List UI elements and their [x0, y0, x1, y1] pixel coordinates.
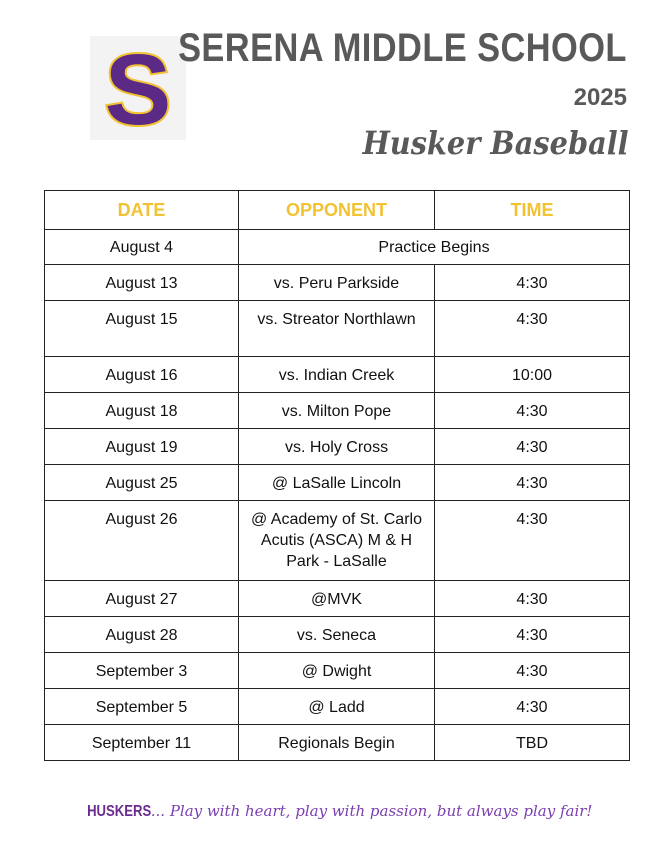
footer-motto: ... Play with heart, play with passion, but always play fair! — [150, 802, 593, 820]
school-logo — [90, 36, 186, 140]
cell-date: September 3 — [45, 653, 239, 689]
cell-time: 4:30 — [435, 301, 630, 357]
schedule-table — [44, 190, 630, 761]
team-name: Husker Baseball — [362, 124, 629, 162]
logo-letter: S — [104, 36, 172, 140]
practice-date: August 4 — [45, 230, 239, 265]
cell-opponent: @ Academy of St. Carlo Acutis (ASCA) M & H Park - LaSalle — [239, 501, 435, 581]
practice-row — [45, 230, 630, 265]
table-row — [45, 357, 630, 393]
cell-date: August 25 — [45, 465, 239, 501]
cell-opponent: @ Dwight — [239, 653, 435, 689]
cell-date: August 13 — [45, 265, 239, 301]
cell-date: August 26 — [45, 501, 239, 581]
cell-date: August 15 — [45, 301, 239, 357]
cell-opponent: vs. Holy Cross — [239, 429, 435, 465]
cell-opponent: vs. Peru Parkside — [239, 265, 435, 301]
season-year: 2025 — [573, 84, 627, 111]
cell-time: 4:30 — [435, 581, 630, 617]
cell-time: 10:00 — [435, 357, 630, 393]
cell-opponent: @ LaSalle Lincoln — [239, 465, 435, 501]
practice-event: Practice Begins — [239, 230, 630, 265]
table-row — [45, 581, 630, 617]
table-row — [45, 265, 630, 301]
table-row — [45, 689, 630, 725]
cell-time: 4:30 — [435, 393, 630, 429]
table-row — [45, 393, 630, 429]
cell-date: August 19 — [45, 429, 239, 465]
school-name: SERENA MIDDLE SCHOOL — [178, 26, 627, 70]
cell-opponent: vs. Seneca — [239, 617, 435, 653]
cell-opponent: Regionals Begin — [239, 725, 435, 761]
cell-opponent: @MVK — [239, 581, 435, 617]
cell-date: August 18 — [45, 393, 239, 429]
cell-time: 4:30 — [435, 429, 630, 465]
table-header-row — [45, 191, 630, 230]
cell-time: 4:30 — [435, 265, 630, 301]
footer-slogan — [0, 802, 665, 821]
cell-time: 4:30 — [435, 617, 630, 653]
header-time: TIME — [435, 191, 630, 230]
table-row — [45, 501, 630, 581]
table-row — [45, 465, 630, 501]
cell-date: August 27 — [45, 581, 239, 617]
cell-time: TBD — [435, 725, 630, 761]
s-logo-icon — [90, 36, 186, 140]
cell-date: August 28 — [45, 617, 239, 653]
footer-brand: HUSKERS — [86, 803, 151, 820]
cell-time: 4:30 — [435, 653, 630, 689]
table-row — [45, 429, 630, 465]
cell-time: 4:30 — [435, 501, 630, 581]
table-row — [45, 725, 630, 761]
table-row — [45, 617, 630, 653]
cell-date: September 11 — [45, 725, 239, 761]
header-date: DATE — [45, 191, 239, 230]
table-row — [45, 301, 630, 357]
cell-opponent: vs. Indian Creek — [239, 357, 435, 393]
cell-opponent: @ Ladd — [239, 689, 435, 725]
header-opponent: OPPONENT — [239, 191, 435, 230]
cell-date: September 5 — [45, 689, 239, 725]
cell-date: August 16 — [45, 357, 239, 393]
cell-opponent: vs. Streator Northlawn — [239, 301, 435, 357]
table-row — [45, 653, 630, 689]
cell-time: 4:30 — [435, 689, 630, 725]
cell-opponent: vs. Milton Pope — [239, 393, 435, 429]
cell-time: 4:30 — [435, 465, 630, 501]
